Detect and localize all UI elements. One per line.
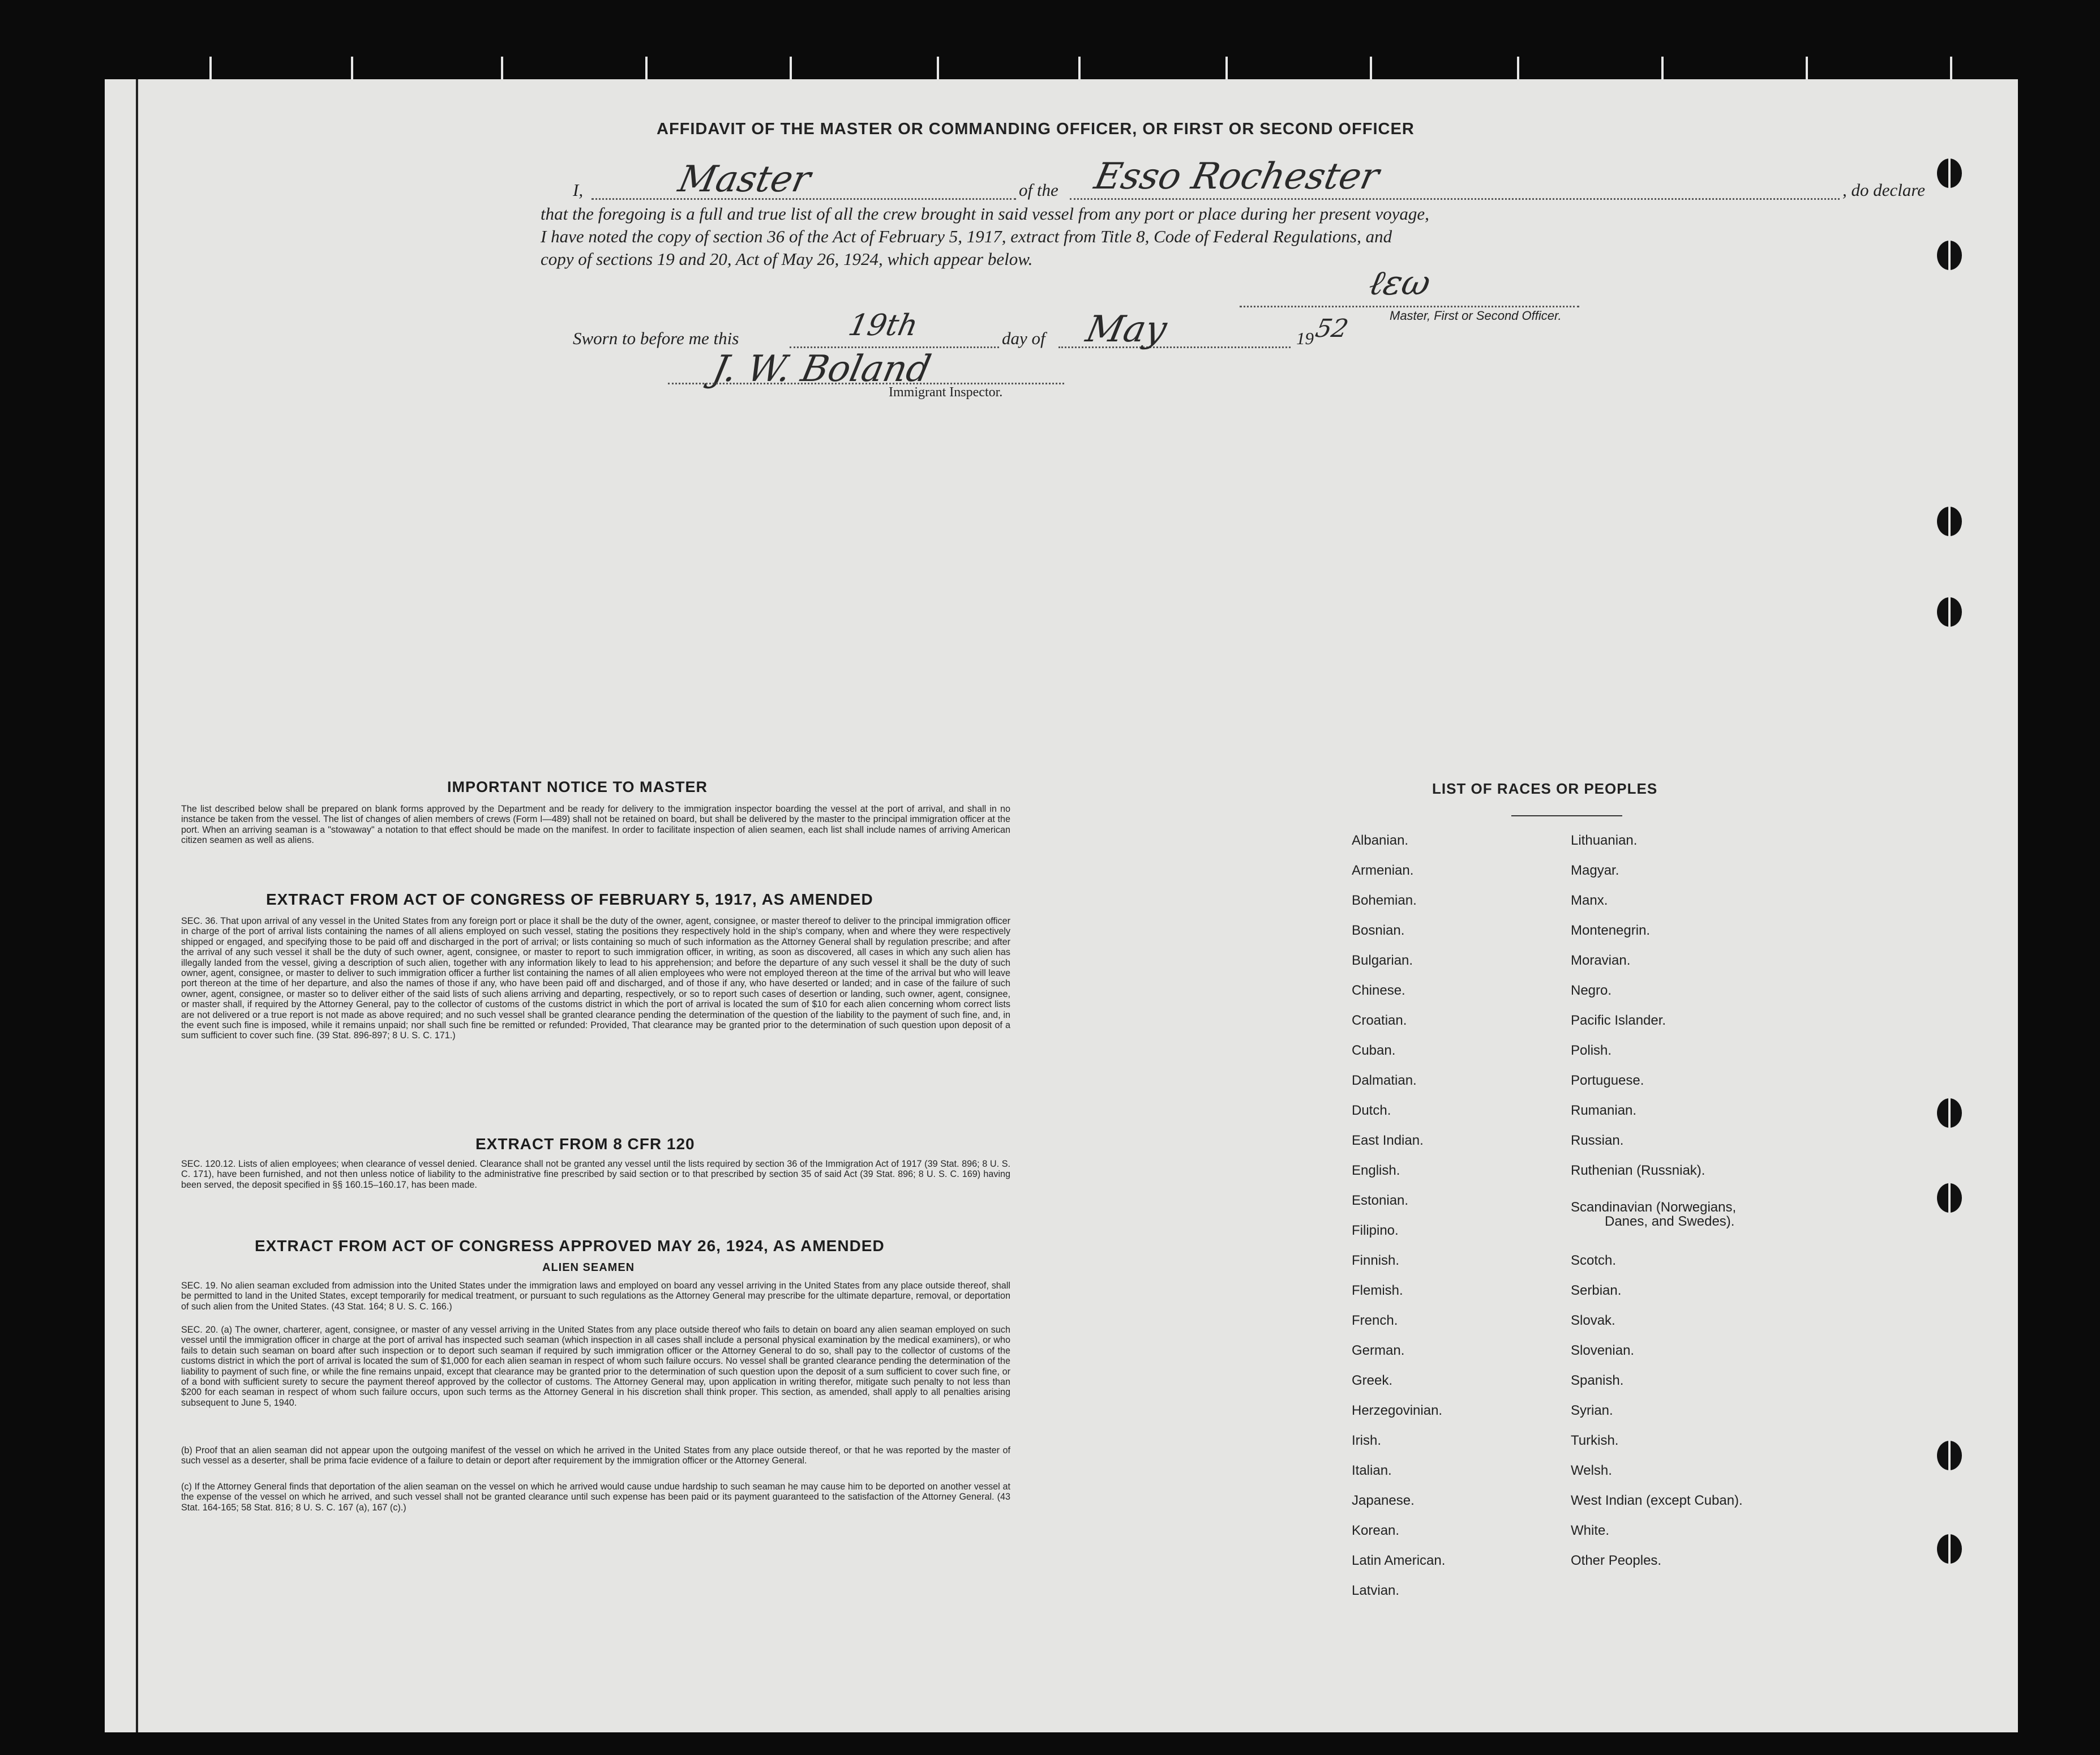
race-col2-item: Turkish.: [1571, 1433, 1619, 1448]
race-col1-item: Bosnian.: [1352, 923, 1405, 938]
alien-seamen-subtitle: ALIEN SEAMEN: [542, 1261, 635, 1274]
film-tick: [790, 57, 792, 79]
sworn-label: Sworn to before me this: [573, 328, 739, 348]
race-col2-item: Other Peoples.: [1571, 1553, 1662, 1568]
sec-20c-text: (c) If the Attorney General finds that deportation of the alien seaman on the vessel on which he arrived would cause undue hardship to such seaman he may cause him to be deported on another vessel at the expense of the vessel on which he arrived, and such vessel shall not be granted clearance until such expense has been paid or its payment guaranteed to the satisfaction of the Attorney General. (43 Stat. 164-165; 58 Stat. 816; 8 U. S. C. 167 (a), 167 (c).): [181, 1482, 1010, 1513]
film-tick: [501, 57, 503, 79]
race-col1-item: Italian.: [1352, 1463, 1392, 1478]
races-title-rule: [1511, 815, 1622, 816]
punch-hole-icon: [1937, 1534, 1962, 1564]
officer-caption: Master, First or Second Officer.: [1390, 309, 1562, 323]
officer-signature-line[interactable]: [1240, 306, 1579, 307]
handwritten-vessel: Esso Rochester: [1091, 156, 1383, 198]
race-col2-item: Portuguese.: [1571, 1073, 1644, 1088]
race-col1-item: Armenian.: [1352, 863, 1414, 878]
race-col1-item: Dalmatian.: [1352, 1073, 1417, 1088]
punch-hole-icon: [1937, 241, 1962, 270]
race-col2-item: Danes, and Swedes).: [1605, 1214, 1735, 1229]
race-col2-item: Manx.: [1571, 893, 1608, 908]
race-col1-item: Bulgarian.: [1352, 953, 1413, 968]
races-title: LIST OF RACES OR PEOPLES: [1432, 780, 1658, 797]
film-tick: [1950, 57, 1952, 79]
film-tick: [1078, 57, 1081, 79]
of-the-label: of the: [1019, 180, 1058, 200]
race-col1-item: East Indian.: [1352, 1133, 1424, 1148]
race-col1-item: Irish.: [1352, 1433, 1382, 1448]
sec-20a-text: SEC. 20. (a) The owner, charterer, agent, consignee, or master of any vessel arriving in the United States from any place outside thereof who fails to detain on board any alien seaman employed on such vessel until the immigration officer in charge at the port of arrival has inspected such seaman (which inspection in all cases shall include a personal physical examination by the medical examiners), or who fails to detain such seaman on board after such inspection or to deport such seaman if required by such immigration officer or the Attorney General to do so, shall pay to the collector of customs of the customs district in which the port of arrival is located the sum of $1,000 for each alien seaman in respect of whom such failure occurs. No vessel shall be granted clearance pending the determination of the liability to payment of such fine, or while the fine remains unpaid, except that clearance may be granted prior to the determination of such question upon the deposit of a sum sufficient to cover such fine, or of a bond with sufficient surety to secure the payment thereof approved by the collector of customs. The Attorney General may, upon application in writing therefor, mitigate such penalty to not less than $200 for each seaman in respect of whom such failure occurs, upon such terms as the Attorney General in his discretion shall think proper. This section, as amended, shall apply to all penalties arising subsequent to June 5, 1940.: [181, 1325, 1010, 1408]
do-declare: , do declare: [1842, 180, 1926, 200]
extract-1924-title: EXTRACT FROM ACT OF CONGRESS APPROVED MAY 26, 1924, AS AMENDED: [255, 1237, 885, 1255]
sec-20b-text: (b) Proof that an alien seaman did not appear upon the outgoing manifest of the vessel on which he arrived in the United States from any place outside thereof, or that he was reported by the master of such vessel as a deserter, shall be prima facie evidence of a failure to detain or deport after requirement by the immigration officer or the Attorney General.: [181, 1445, 1010, 1466]
race-col2-item: Welsh.: [1571, 1463, 1612, 1478]
race-col1-item: French.: [1352, 1313, 1398, 1328]
race-col2-item: White.: [1571, 1523, 1610, 1538]
race-col2-item: Rumanian.: [1571, 1103, 1637, 1118]
race-col2-item: Syrian.: [1571, 1403, 1613, 1418]
officer-signature: ℓεω: [1365, 263, 1434, 303]
extract-1917-title: EXTRACT FROM ACT OF CONGRESS OF FEBRUARY 5, 1917, AS AMENDED: [266, 891, 873, 908]
cfr-title: EXTRACT FROM 8 CFR 120: [475, 1135, 695, 1153]
cfr-text: SEC. 120.12. Lists of alien employees; when clearance of vessel denied. Clearance shall not be granted any vessel until the lists required by section 36 of the Immigration Act of 1917 (39 Stat. 896; 8 U. S. C. 171), have been furnished, and not then unless notice of liability to the administrative fine prescribed by said section or to that prescribed by section 35 of said Act (39 Stat. 896; 8 U. S. C. 169) having been served, the deposit specified in §§ 160.15–160.17, has been made.: [181, 1159, 1010, 1190]
race-col2-item: Ruthenian (Russniak).: [1571, 1163, 1705, 1178]
film-tick: [1661, 57, 1664, 79]
punch-hole-icon: [1937, 159, 1962, 188]
notice-text: The list described below shall be prepared on blank forms approved by the Department and be ready for delivery to the immigration inspector boarding the vessel at the port of arrival, and shall in no instance be taken from the vessel. The list of changes of alien members of crews (Form I—489) shall not be retained on board, but shall be delivered by the master to the principal immigration officer at the port. When an arriving seaman is a "stowaway" a notation to that effect should be made on the manifest. In order to facilitate inspection of alien seamen, each list shall include names of arriving American citizen seamen as well as aliens.: [181, 804, 1010, 846]
film-tick: [937, 57, 939, 79]
film-tick: [209, 57, 212, 79]
race-col1-item: Bohemian.: [1352, 893, 1417, 908]
race-col2-item: Moravian.: [1571, 953, 1631, 968]
notice-title: IMPORTANT NOTICE TO MASTER: [447, 778, 708, 795]
vessel-blank[interactable]: [1070, 198, 1840, 200]
race-col2-item: Lithuanian.: [1571, 833, 1638, 848]
sec-19-text: SEC. 19. No alien seaman excluded from admission into the United States under the immigration laws and employed on board any vessel arriving in the United States from any place outside thereof, shall be permitted to land in the United States, except temporarily for medical treatment, or pursuant to such regulations as the Attorney General may prescribe for the ultimate departure, removal, or deportation of such alien from the United States. (43 Stat. 164; 8 U. S. C. 166.): [181, 1281, 1010, 1312]
film-tick: [645, 57, 648, 79]
race-col2-item: Scandinavian (Norwegians,: [1571, 1200, 1737, 1215]
race-col1-item: Chinese.: [1352, 983, 1405, 998]
race-col1-item: German.: [1352, 1343, 1405, 1358]
inspector-signature-line[interactable]: [668, 383, 1064, 384]
race-col2-item: Spanish.: [1571, 1373, 1624, 1388]
race-col1-item: Latin American.: [1352, 1553, 1446, 1568]
punch-hole-icon: [1937, 1183, 1962, 1213]
film-tick: [1370, 57, 1372, 79]
race-col1-item: Dutch.: [1352, 1103, 1391, 1118]
race-col2-item: Negro.: [1571, 983, 1612, 998]
punch-hole-icon: [1937, 507, 1962, 536]
race-col1-item: Estonian.: [1352, 1193, 1409, 1208]
race-col1-item: Flemish.: [1352, 1283, 1403, 1298]
handwritten-year: 52: [1313, 314, 1351, 343]
day-of-label: day of: [1002, 328, 1045, 348]
race-col2-item: Russian.: [1571, 1133, 1624, 1148]
race-col1-item: English.: [1352, 1163, 1400, 1178]
race-col1-item: Croatian.: [1352, 1013, 1407, 1028]
film-tick: [351, 57, 353, 79]
race-col2-item: Scotch.: [1571, 1253, 1617, 1268]
race-col2-item: Pacific Islander.: [1571, 1013, 1666, 1028]
punch-hole-icon: [1937, 1098, 1962, 1128]
race-col2-item: Montenegrin.: [1571, 923, 1651, 938]
race-col1-item: Cuban.: [1352, 1043, 1396, 1058]
declaration-line-2: that the foregoing is a full and true list of all the crew brought in said vessel from any port or place during her present voyage,: [541, 204, 1429, 224]
film-tick: [1517, 57, 1519, 79]
handwritten-day: 19th: [845, 309, 921, 343]
race-col1-item: Finnish.: [1352, 1253, 1400, 1268]
race-col1-item: Latvian.: [1352, 1583, 1400, 1598]
handwritten-month: May: [1082, 309, 1171, 350]
race-col2-item: Magyar.: [1571, 863, 1619, 878]
race-col1-item: Korean.: [1352, 1523, 1400, 1538]
affidavit-title: AFFIDAVIT OF THE MASTER OR COMMANDING OFFICER, OR FIRST OR SECOND OFFICER: [657, 120, 1415, 138]
left-margin-line: [136, 79, 138, 1732]
race-col2-item: West Indian (except Cuban).: [1571, 1493, 1743, 1508]
year-prefix: 19: [1296, 328, 1314, 348]
punch-hole-icon: [1937, 1441, 1962, 1470]
inspector-signature: J. W. Boland: [709, 348, 935, 390]
race-col2-item: Slovenian.: [1571, 1343, 1635, 1358]
declaration-line-3: I have noted the copy of section 36 of the Act of February 5, 1917, extract from Title 8, Code of Federal Regulations, and: [541, 226, 1392, 246]
film-tick: [1225, 57, 1228, 79]
race-col2-item: Serbian.: [1571, 1283, 1622, 1298]
punch-hole-icon: [1937, 597, 1962, 627]
race-col2-item: Polish.: [1571, 1043, 1612, 1058]
i-label: I,: [573, 180, 584, 200]
inspector-caption: Immigrant Inspector.: [889, 385, 1003, 400]
handwritten-officer: Master: [675, 159, 815, 200]
film-tick: [1806, 57, 1808, 79]
declaration-line-4: copy of sections 19 and 20, Act of May 26, 1924, which appear below.: [541, 249, 1033, 269]
race-col2-item: Slovak.: [1571, 1313, 1615, 1328]
race-col1-item: Filipino.: [1352, 1223, 1399, 1238]
race-col1-item: Albanian.: [1352, 833, 1409, 848]
race-col1-item: Greek.: [1352, 1373, 1393, 1388]
extract-1917-text: SEC. 36. That upon arrival of any vessel in the United States from any foreign port or place it shall be the duty of the owner, agent, consignee, or master thereof to deliver to the principal immigration officer in charge of the port of arrival lists containing the names of all aliens employed on such vessel, stating the positions they respectively hold in the ship's company, when and where they were respectively shipped or engaged, and specifying those to be paid off and discharged in the port of arrival; or lists containing so much of such information as the Attorney General shall by regulation prescribe; and after the arrival of any such vessel it shall be the duty of such owner, agent, consignee, or master to report to such immigration officer, in writing, as soon as discovered, all cases in which any such alien has illegally landed from the vessel, giving a description of such alien, together with any information likely to lead to his apprehension; and before the departure of any such vessel it shall be the duty of such owner, agent, consignee, or master to deliver to such immigration officer a further list containing the names of all alien employees who were not employed thereon at the time of the arrival but who will leave port thereon at the time of her departure, and also the names of those if any, who have been paid off and discharged, and of those if any, who have deserted or landed; and in case of the failure of such owner, agent, consignee, or master so to deliver either of the said lists of such aliens arriving and departing, respectively, or so to report such cases of desertion or landing, such owner, agent, consignee, or master shall, if required by the Attorney General, pay to the collector of customs of the customs district in which the port of arrival is located the sum of $10 for each alien concerning whom correct lists are not delivered or a true report is not made as above required; and no such vessel shall be granted clearance pending the determination of the question of the liability to the payment of such fine, and, in the event such fine is imposed, while it remains unpaid; nor shall such fine be remitted or refunded: Provided, That clearance may be granted prior to the determination of such question upon deposit of a sum sufficient to cover such fine. (39 Stat. 896-897; 8 U. S. C. 171.): [181, 916, 1010, 1041]
race-col1-item: Japanese.: [1352, 1493, 1415, 1508]
race-col1-item: Herzegovinian.: [1352, 1403, 1443, 1418]
